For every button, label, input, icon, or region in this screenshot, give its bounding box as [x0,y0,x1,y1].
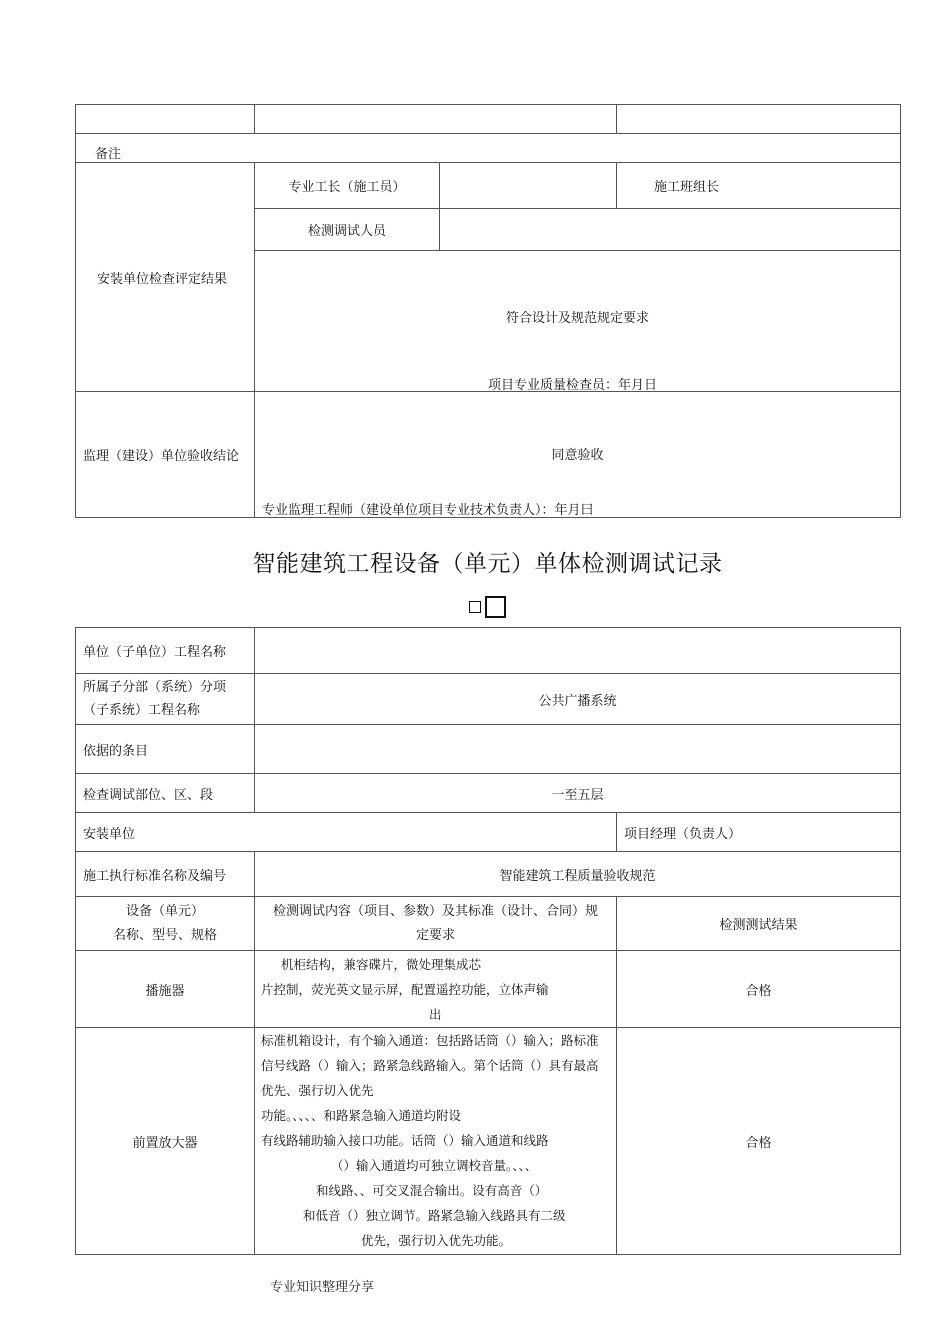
standard-value: 智能建筑工程质量验收规范 [255,852,901,897]
col-header-device-line1: 设备（单元） [125,903,204,919]
spec-line: 信号线路（）输入；路紧急线路输入。第个话筒（）具有最高 [261,1058,599,1073]
large-square-icon [485,596,506,618]
device-spec [255,1028,617,1255]
table-row [76,951,901,1028]
inspector-signature-line: 项目专业质量检查员：年月日 [488,378,658,393]
team-leader-label: 施工班组长 [617,163,901,209]
spec-line: 功能。、、、、和路紧急输入通道均附设 [261,1108,462,1123]
basis-label: 依据的条目 [76,725,255,774]
remark-label: 备注 [76,134,901,163]
table-row [76,1028,901,1255]
spec-line: 和低音（）独立调节。路紧急输入线路具有二级 [303,1208,566,1223]
device-name: 前置放大器 [76,1028,255,1255]
location-label: 检查调试部位、区、段 [76,774,255,813]
project-name-label: 单位（子单位）工程名称 [76,628,255,674]
subsystem-value: 公共广播系统 [255,674,901,725]
pm-label: 项目经理（负责人） [617,813,901,852]
spec-line: 标准机箱设计，有个输入通道：包括路话筒（）输入；路标准 [261,1033,599,1048]
conclusion-text: 符合设计及规范规定要求 [505,311,649,326]
location-value: 一至五层 [255,774,901,813]
spec-line: （）输入通道均可独立调校音量。、、、 [331,1158,538,1173]
install-unit-label: 安装单位 [76,813,617,852]
col-header-device [76,897,255,951]
subsystem-label-line2: （子系统）工程名称 [83,703,201,718]
col-header-content-line2: 定要求 [415,927,455,943]
col-header-device-line2: 名称、型号、规格 [112,927,217,943]
foreman-label: 专业工长（施工员） [255,163,440,209]
basis-value[interactable] [255,725,901,774]
spec-line: 片控制，荧光英文显示屏，配置遥控功能，立体声输 [261,981,549,997]
commissioning-record-table [75,627,901,1255]
supervision-label: 监理（建设）单位验收结论 [76,392,255,518]
install-unit-result-label: 安装单位检查评定结果 [76,163,255,392]
blank-cell [255,105,617,134]
spec-line: 机柜结构，兼容碟片，微处理集成芯 [281,956,482,972]
engineer-signature-line: 专业监理工程师（建设单位项目专业技术负责人）：年月曰 [262,503,594,518]
page-footer: 专业知识整理分享 [270,1280,375,1295]
install-result-cell [255,251,901,392]
document-title: 智能建筑工程设备（单元）单体检测调试记录 [252,551,723,577]
upper-record-table [75,104,901,518]
spec-line: 和线路、、可交叉混合输出。设有高音（） [316,1183,548,1198]
spec-line: 优先，强行切入优先功能。 [361,1233,512,1248]
supervision-result-cell [255,392,901,518]
test-result: 合格 [617,1028,901,1255]
device-spec [255,951,617,1028]
spec-line: 有线路辅助输入接口功能。话筒（）输入通道和线路 [261,1133,549,1148]
device-name: 播施器 [76,951,255,1028]
spec-line: 出 [429,1006,442,1022]
tester-value[interactable] [440,209,901,251]
project-name-value[interactable] [255,628,901,674]
foreman-value[interactable] [440,163,617,209]
agree-text: 同意验收 [551,448,604,463]
col-header-content-line1: 检测调试内容（项目、参数）及其标准（设计、合同）规 [272,903,598,919]
small-square-icon [469,601,481,613]
col-header-result: 检测测试结果 [617,897,901,951]
tester-label: 检测调试人员 [255,209,440,251]
subsystem-label-line1: 所属子分部（系统）分项 [83,680,227,695]
subsystem-label [76,674,255,725]
standard-label: 施工执行标准名称及编号 [76,852,255,897]
spec-line: 优先、强行切入优先 [261,1083,374,1098]
test-result: 合格 [617,951,901,1028]
blank-cell [617,105,901,134]
col-header-content [255,897,617,951]
blank-cell [76,105,255,134]
form-code-boxes [0,594,950,619]
